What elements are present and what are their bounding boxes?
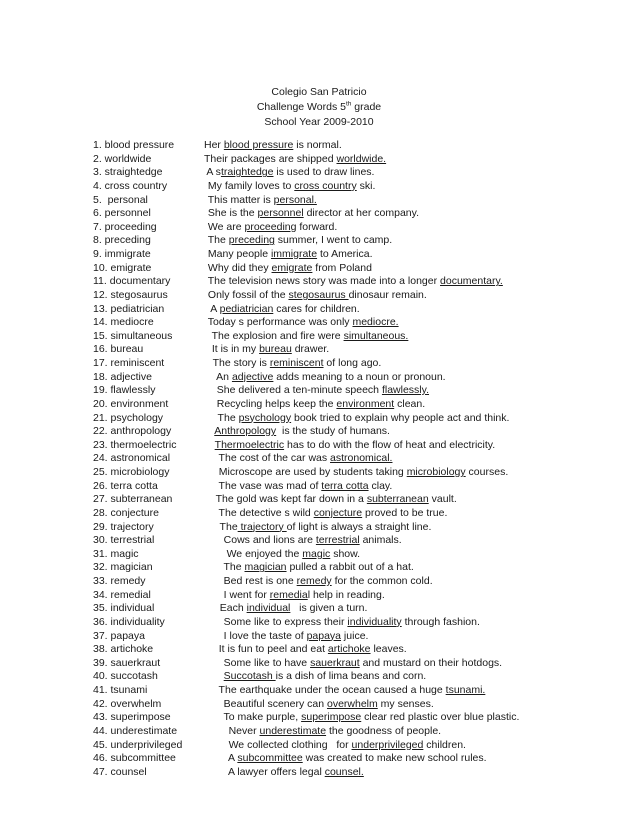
sentence-text-after: is used to draw lines. (273, 166, 375, 179)
underlined-word: superimpose (301, 711, 362, 724)
challenge-word: 12. stegosaurus (93, 288, 168, 301)
underlined-word: mediocre. (352, 316, 399, 329)
underlined-word: documentary. (440, 275, 503, 288)
sentence-text-after: has to do with the flow of heat and electricity. (284, 438, 496, 451)
challenge-word: 7. proceeding (93, 220, 157, 233)
challenge-word: 22. anthropology (93, 425, 172, 438)
challenge-word: 5. personal (93, 193, 148, 206)
example-sentence (205, 262, 372, 276)
challenge-word: 46. subcommittee (93, 752, 176, 765)
challenge-word: 15. simultaneous (93, 329, 173, 342)
challenge-word: 35. individual (93, 602, 155, 615)
challenge-word: 32. magician (93, 561, 153, 574)
sentence-text-before: Today s performance was only (205, 316, 353, 329)
list-item (93, 384, 633, 398)
sentence-text-before: The earthquake under the ocean caused a huge (210, 684, 446, 696)
example-sentence (212, 575, 433, 589)
example-sentence (212, 548, 360, 562)
challenge-word: 30. terrestrial (93, 534, 155, 547)
underlined-word: underprivileged (351, 738, 424, 751)
example-sentence (204, 166, 374, 180)
challenge-word: 28. conjecture (93, 506, 159, 519)
sentence-text-after: from Poland (312, 261, 372, 274)
sentence-text-before: Cows and lions are (212, 534, 316, 547)
list-item (93, 507, 633, 521)
sentence-text-before: Why did they (205, 261, 272, 274)
list-item (93, 166, 633, 180)
sentence-text-after: vault. (428, 493, 457, 506)
sentence-text-before: A lawyer offers legal (214, 765, 325, 778)
example-sentence (206, 343, 329, 357)
sentence-text-before: I love the taste of (212, 629, 307, 642)
challenge-word: 41. tsunami (93, 684, 148, 696)
list-item (93, 275, 633, 289)
underlined-word: overwhelm (326, 697, 378, 710)
underlined-word: conjecture (313, 506, 363, 519)
example-sentence (205, 221, 337, 235)
list-item (93, 698, 633, 712)
sentence-text-before: It is fun to peel and eat (210, 643, 328, 656)
example-sentence (209, 412, 509, 426)
sentence-text-before: The (205, 234, 229, 247)
sentence-text-after: is the study of humans. (276, 425, 390, 438)
underlined-word: blood pressure (223, 139, 294, 151)
list-item (93, 371, 633, 385)
example-sentence (210, 507, 447, 521)
sentence-text-after: forward. (296, 220, 338, 233)
list-item (93, 684, 633, 698)
underlined-word: underestimate (259, 724, 327, 737)
sentence-text-after: adds meaning to a noun or pronoun. (273, 370, 446, 383)
example-sentence (211, 602, 367, 616)
challenge-word: 11. documentary (93, 275, 171, 288)
sentence-text-after: was created to make new school rules. (302, 752, 487, 765)
school-name: Colegio San Patricio (271, 86, 367, 98)
list-item (93, 262, 633, 276)
underlined-word: personnel (257, 207, 304, 220)
sentence-text-after: show. (330, 547, 361, 560)
list-item (93, 521, 633, 535)
sentence-text-before: The story is (207, 357, 270, 369)
example-sentence (205, 316, 399, 330)
list-item (93, 534, 633, 548)
underlined-word: tsunami. (445, 684, 486, 696)
example-sentence (214, 739, 466, 753)
example-sentence (214, 766, 364, 780)
document-header (0, 85, 638, 130)
list-item (93, 357, 633, 371)
sentence-text-before: We are (205, 220, 245, 233)
sentence-text-after: proved to be true. (362, 506, 448, 519)
sentence-text-after: l help in reading. (307, 588, 385, 601)
underlined-word: preceding (228, 234, 275, 247)
list-item (93, 330, 633, 344)
underlined-word: astronomical. (330, 452, 393, 465)
underlined-word: terra cotta (321, 479, 369, 492)
list-item (93, 616, 633, 630)
challenge-word: 3. straightedge (93, 166, 163, 179)
example-sentence (205, 248, 373, 262)
sentence-text-after: is a dish of lima beans and corn. (275, 670, 427, 683)
list-item (93, 343, 633, 357)
underlined-word: personal. (273, 193, 317, 206)
list-item (93, 303, 633, 317)
underlined-word: bureau (259, 343, 292, 356)
underlined-word: subcommittee (237, 752, 303, 765)
sentence-text-after: ski. (356, 179, 376, 192)
example-sentence (205, 234, 392, 248)
challenge-word: 6. personnel (93, 207, 151, 220)
sentence-text-after: the goodness of people. (326, 724, 442, 737)
challenge-word: 26. terra cotta (93, 479, 158, 492)
sentence-text-after: summer, I went to camp. (274, 234, 393, 247)
sentence-text-after: clear red plastic over blue plastic. (361, 711, 520, 724)
sentence-text-before: My family loves to (205, 179, 295, 192)
underlined-word: individual (246, 602, 291, 615)
underlined-word: sauerkraut (310, 656, 360, 669)
sentence-text-before: Many people (205, 248, 271, 260)
sentence-text-before: Never (214, 724, 260, 737)
example-sentence (207, 357, 381, 371)
list-item (93, 139, 633, 153)
challenge-word: 24. astronomical (93, 452, 171, 465)
sentence-text-after: my senses. (377, 697, 434, 710)
sentence-text-before: She delivered a ten-minute speech (208, 384, 382, 397)
challenge-word: 45. underprivileged (93, 738, 183, 751)
challenge-word: 42. overwhelm (93, 697, 162, 710)
list-item (93, 739, 633, 753)
list-item (93, 561, 633, 575)
sentence-text-after: of light is always a straight line. (286, 520, 432, 533)
list-item (93, 248, 633, 262)
list-item (93, 207, 633, 221)
example-sentence (209, 439, 495, 453)
challenge-word: 23. thermoelectric (93, 438, 177, 451)
challenge-word: 19. flawlessly (93, 384, 156, 397)
example-sentence (205, 194, 317, 208)
underlined-word: stegosaurus (288, 288, 349, 301)
list-item (93, 725, 633, 739)
sentence-text-after: clay. (368, 479, 393, 492)
challenge-word: 9. immigrate (93, 248, 151, 260)
sentence-text-before: A s (204, 166, 221, 179)
sentence-text-before: A (214, 752, 238, 765)
example-sentence (210, 480, 392, 494)
challenge-word: 31. magic (93, 547, 139, 560)
sentence-text-after: children. (423, 738, 466, 751)
challenge-word: 4. cross country (93, 179, 168, 192)
list-item (93, 180, 633, 194)
underlined-word: individuality (347, 615, 402, 628)
underlined-word: Anthropology (214, 425, 277, 438)
challenge-word: 25. microbiology (93, 466, 170, 478)
list-item (93, 466, 633, 480)
list-item (93, 493, 633, 507)
sentence-text-before: An (208, 370, 232, 383)
underlined-word: immigrate (270, 248, 318, 260)
example-sentence (212, 561, 414, 575)
challenge-word: 38. artichoke (93, 643, 154, 656)
underlined-word: psychology (238, 411, 292, 424)
sentence-text-after: book tried to explain why people act and think. (291, 411, 510, 424)
list-item (93, 289, 633, 303)
list-item (93, 766, 633, 780)
underlined-word: remedia (269, 588, 308, 601)
challenge-word: 17. reminiscent (93, 357, 165, 369)
example-sentence (209, 425, 390, 439)
sentence-text-before: The vase was mad of (210, 479, 322, 492)
sentence-text-before: She is the (205, 207, 258, 220)
example-sentence (210, 466, 508, 480)
challenge-word: 10. emigrate (93, 261, 152, 274)
list-item (93, 234, 633, 248)
challenge-word: 44. underestimate (93, 724, 178, 737)
list-item (93, 630, 633, 644)
underlined-word: flawlessly. (381, 384, 430, 397)
list-item (93, 398, 633, 412)
example-sentence (205, 275, 503, 289)
challenge-word: 36. individuality (93, 615, 165, 628)
list-item (93, 643, 633, 657)
underlined-word: papaya (306, 629, 342, 642)
sentence-text-after: drawer. (291, 343, 330, 356)
example-sentence (204, 153, 386, 167)
underlined-word: terrestrial (315, 534, 360, 547)
sentence-text-after: through fashion. (401, 615, 480, 628)
challenge-word: 21. psychology (93, 411, 164, 424)
sentence-text-before: Only fossil of the (205, 288, 289, 301)
list-item (93, 670, 633, 684)
sentence-text-before: Some like to have (212, 656, 311, 669)
sentence-text-before (212, 670, 224, 682)
sentence-text-after: cares for children. (273, 302, 360, 315)
sentence-text-before: Bed rest is one (212, 575, 297, 587)
example-sentence (205, 289, 427, 303)
list-item (93, 194, 633, 208)
underlined-word: simultaneous. (343, 329, 409, 342)
list-item (93, 575, 633, 589)
underlined-word: microbiology (406, 466, 466, 478)
underlined-word: environment (336, 397, 395, 410)
underlined-word: worldwide. (336, 152, 387, 165)
sentence-text-before: The detective s wild (210, 506, 314, 519)
example-sentence (212, 589, 385, 603)
underlined-word: emigrate (271, 261, 313, 274)
challenge-word: 13. pediatrician (93, 302, 165, 315)
list-title-superscript: th (345, 100, 352, 108)
challenge-word: 1. blood pressure (93, 139, 175, 151)
example-sentence (208, 384, 429, 398)
example-sentence (206, 330, 408, 344)
challenge-word: 40. succotash (93, 670, 158, 683)
challenge-word: 47. counsel (93, 765, 147, 778)
example-sentence (204, 139, 342, 153)
sentence-text-after: dinosaur remain. (348, 288, 427, 301)
list-title (0, 100, 638, 115)
sentence-text-after: clean. (394, 397, 426, 410)
sentence-text-before: Microscope are used by students taking (210, 466, 407, 478)
example-sentence (214, 725, 441, 739)
list-item (93, 412, 633, 426)
sentence-text-before: The gold was kept far down in a (210, 493, 367, 506)
underlined-word: artichoke (327, 643, 371, 656)
example-sentence (212, 616, 480, 630)
underlined-word: cross country (294, 179, 357, 192)
list-item (93, 221, 633, 235)
sentence-text-after: juice. (341, 629, 369, 642)
underlined-word: subterranean (366, 493, 429, 506)
sentence-text-before: We collected clothing for (214, 738, 352, 751)
sentence-text-after: to America. (317, 248, 373, 260)
underlined-word: proceeding (244, 220, 297, 233)
challenge-word: 8. preceding (93, 234, 151, 247)
sentence-text-before: The explosion and fire were (206, 329, 344, 342)
example-sentence (211, 521, 431, 535)
sentence-text-before: Their packages are shipped (204, 152, 337, 165)
list-title-suffix: grade (351, 101, 382, 113)
example-sentence (212, 698, 434, 712)
challenge-word: 18. adjective (93, 370, 152, 383)
example-sentence (210, 643, 407, 657)
challenge-word: 27. subterranean (93, 493, 173, 506)
example-sentence (212, 670, 426, 684)
challenge-word: 20. environment (93, 397, 169, 410)
challenge-word: 29. trajectory (93, 520, 154, 533)
list-item (93, 711, 633, 725)
sentence-text-before: We enjoyed the (212, 547, 303, 560)
challenge-word: 34. remedial (93, 588, 151, 601)
example-sentence (210, 684, 485, 698)
sentence-text-before: The (211, 520, 238, 533)
list-item (93, 602, 633, 616)
list-item (93, 548, 633, 562)
list-item (93, 425, 633, 439)
underlined-word: magic (302, 547, 331, 560)
sentence-text-before: The (209, 411, 239, 424)
challenge-word: 14. mediocre (93, 316, 154, 329)
sentence-text-before: I went for (212, 588, 270, 601)
example-sentence (212, 630, 368, 644)
underlined-word: reminiscent (269, 357, 324, 369)
sentence-text-after: leaves. (370, 643, 407, 656)
sentence-text-before: A (205, 302, 220, 315)
underlined-word: Thermoelectric (214, 438, 285, 451)
list-item (93, 153, 633, 167)
challenge-word: 43. superimpose (93, 711, 171, 724)
underlined-word: traightedge (220, 166, 274, 179)
example-sentence (208, 371, 446, 385)
sentence-text-before: This matter is (205, 193, 274, 206)
sentence-text-after: for the common cold. (331, 575, 433, 587)
example-sentence (212, 657, 502, 671)
sentence-text-after: director at her company. (303, 207, 420, 220)
underlined-word: pediatrician (219, 302, 274, 315)
sentence-text-after: and mustard on their hotdogs. (359, 656, 503, 669)
challenge-word: 16. bureau (93, 343, 144, 356)
example-sentence (210, 493, 457, 507)
list-item (93, 480, 633, 494)
challenge-word: 39. sauerkraut (93, 656, 161, 669)
list-item (93, 752, 633, 766)
example-sentence (208, 398, 425, 412)
sentence-text-after: pulled a rabbit out of a hat. (286, 561, 414, 574)
list-title-text: Challenge Words 5 (256, 101, 346, 113)
example-sentence (205, 180, 375, 194)
list-item (93, 316, 633, 330)
sentence-text-before: It is in my (206, 343, 260, 356)
underlined-word: adjective (231, 370, 274, 383)
sentence-text-before: The (212, 561, 245, 574)
sentence-text-after: of long ago. (323, 357, 382, 369)
example-sentence (212, 534, 402, 548)
sentence-text-before: Each (211, 602, 247, 615)
sentence-text-before: Her (204, 139, 224, 151)
sentence-text-after: is given a turn. (290, 602, 368, 615)
list-item (93, 439, 633, 453)
example-sentence (205, 303, 360, 317)
example-sentence (214, 752, 487, 766)
underlined-word: trajectory (237, 520, 287, 533)
example-sentence (210, 452, 392, 466)
sentence-text-before: The cost of the car was (210, 452, 331, 465)
list-item (93, 589, 633, 603)
sentence-text-before: Recycling helps keep the (208, 397, 337, 410)
sentence-text-before: To make purple, (212, 711, 302, 724)
school-year: School Year 2009-2010 (264, 116, 374, 128)
underlined-word: remedy (296, 575, 332, 587)
list-item (93, 657, 633, 671)
sentence-text-before: Some like to express their (212, 615, 348, 628)
underlined-word: magician (244, 561, 287, 574)
challenge-word-list (93, 139, 633, 779)
underlined-word: counsel. (324, 765, 364, 778)
sentence-text-before: Beautiful scenery can (212, 697, 327, 710)
underlined-word: Succotash (223, 670, 276, 683)
example-sentence (205, 207, 419, 221)
sentence-text-after: is normal. (293, 139, 342, 151)
sentence-text-after: animals. (359, 534, 402, 547)
list-item (93, 452, 633, 466)
sentence-text-after: courses. (465, 466, 509, 478)
challenge-word: 33. remedy (93, 575, 146, 587)
example-sentence (212, 711, 519, 725)
sentence-text-before: The television news story was made into a longer (205, 275, 441, 288)
challenge-word: 2. worldwide (93, 152, 152, 165)
challenge-word: 37. papaya (93, 629, 145, 642)
